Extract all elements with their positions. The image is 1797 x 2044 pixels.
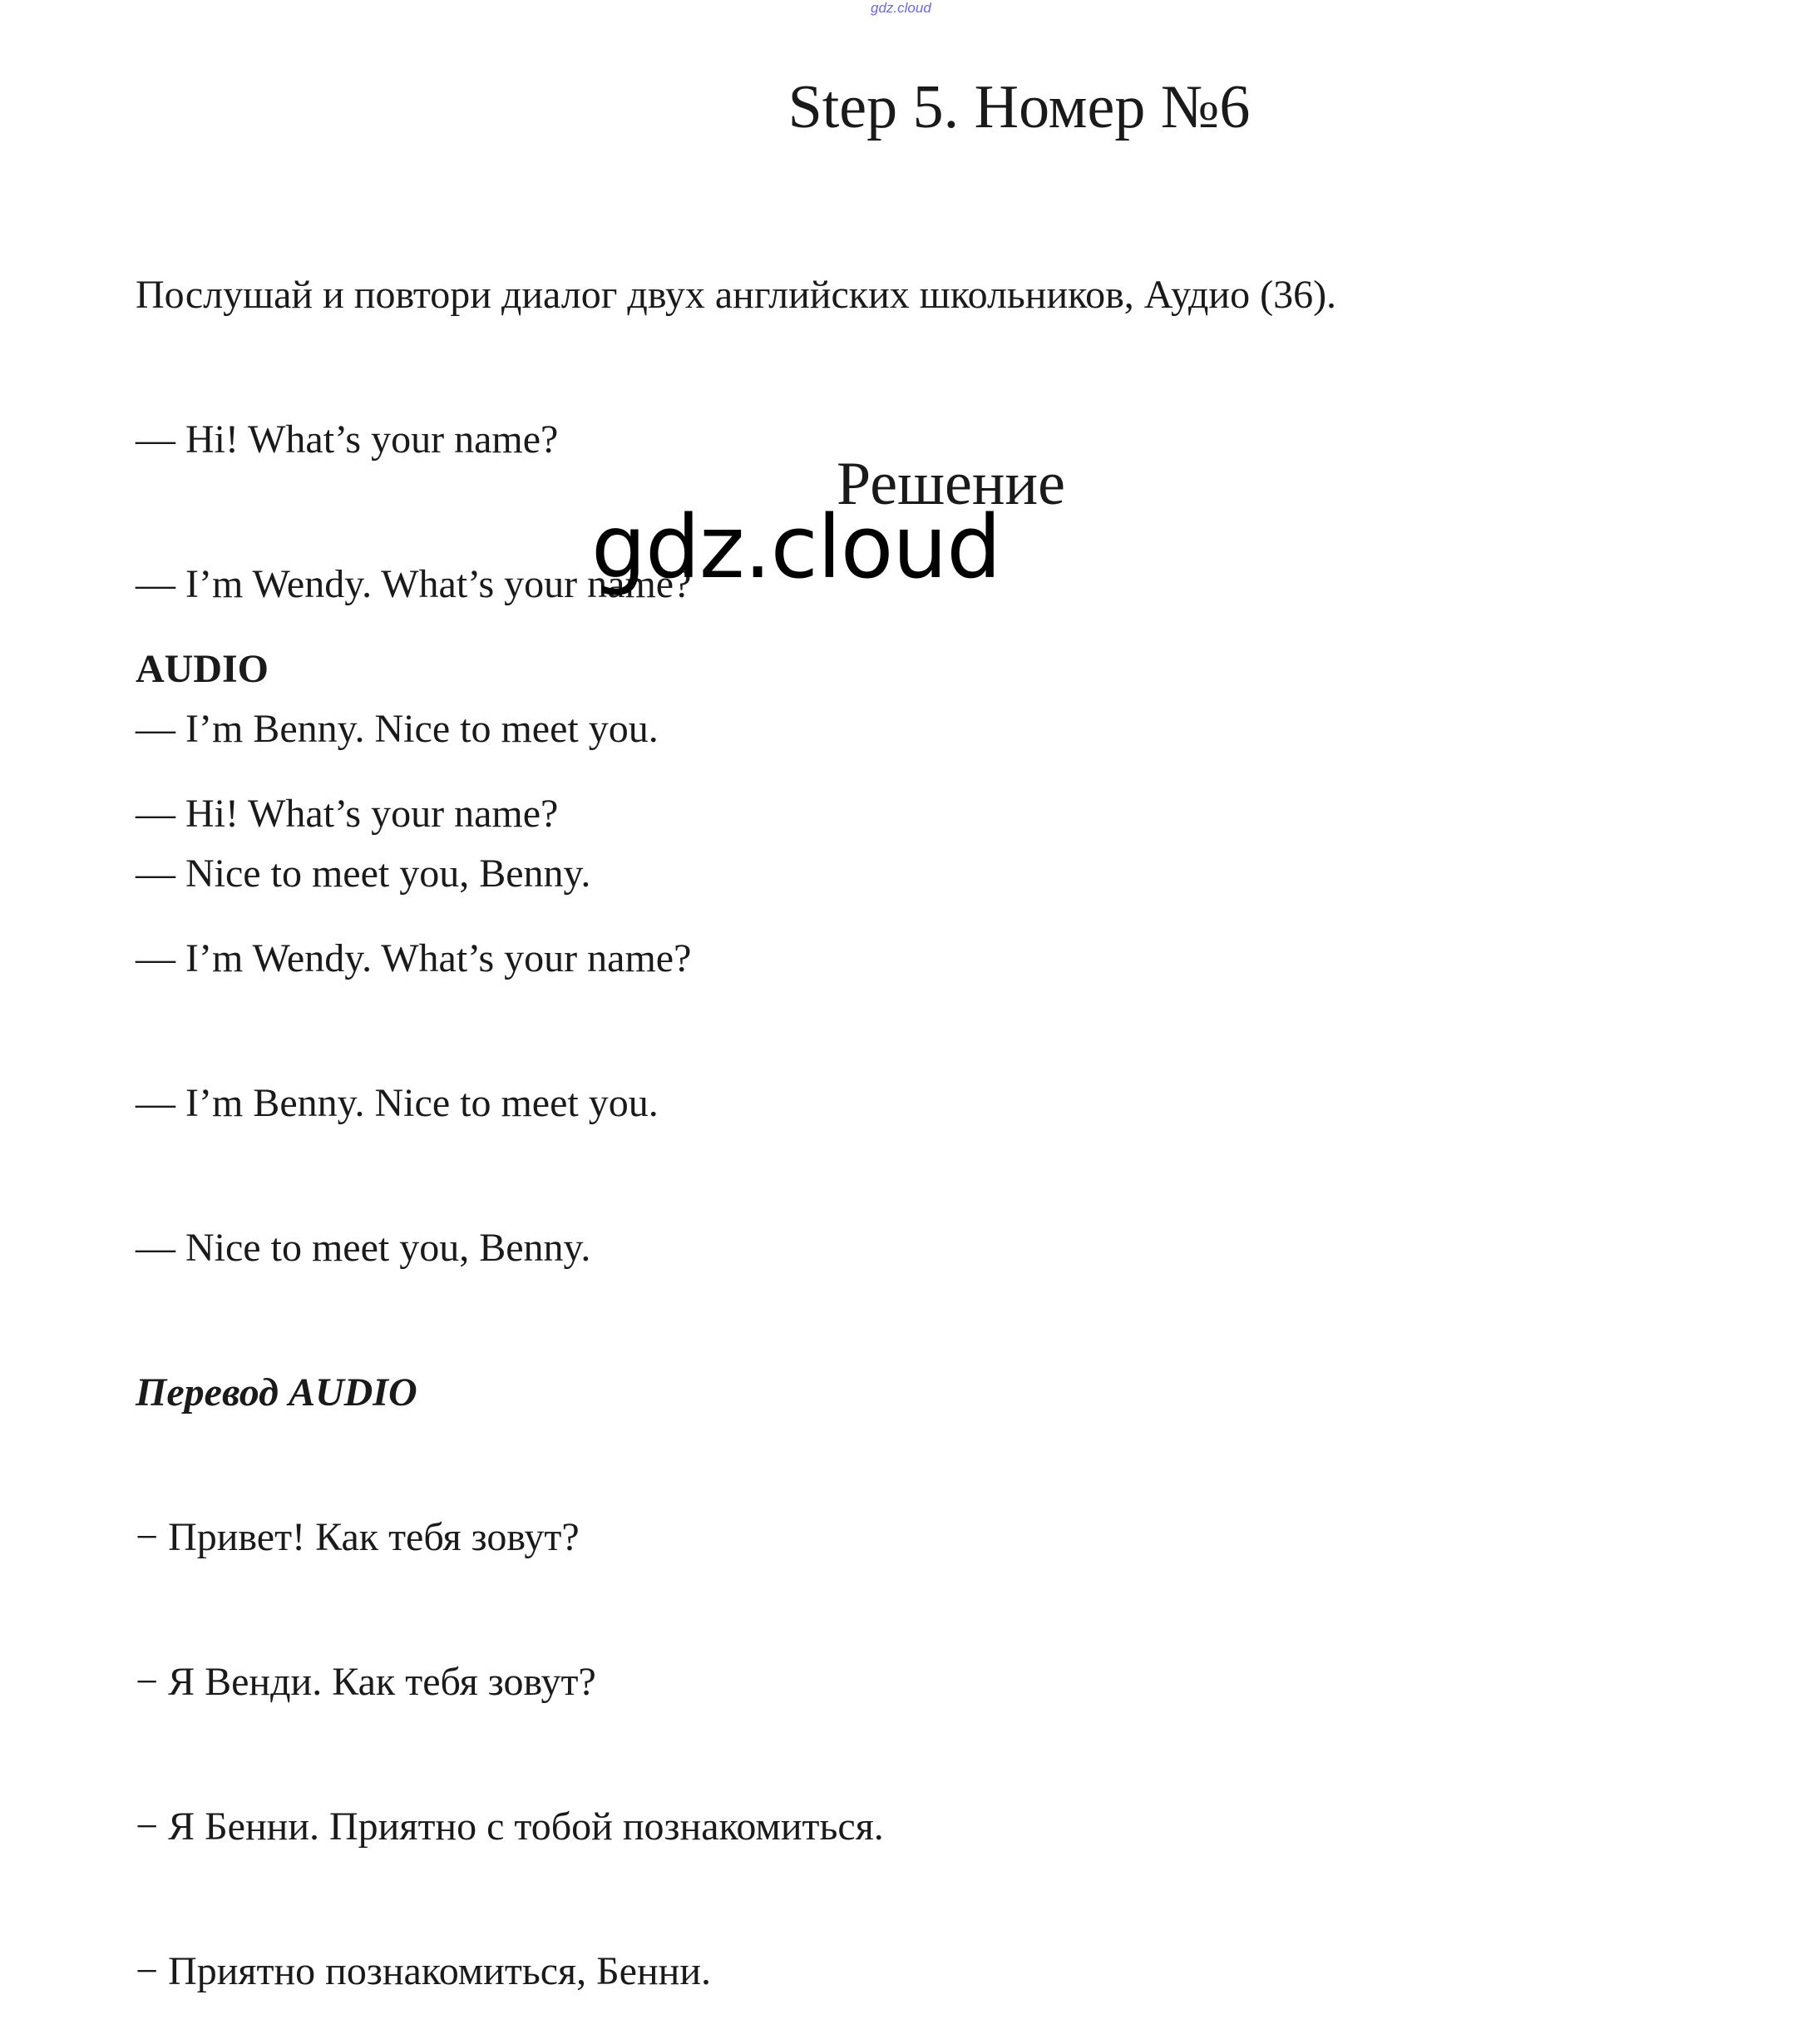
task-line: — Hi! What’s your name?	[136, 417, 559, 462]
audio-line: — Nice to meet you, Benny.	[136, 1226, 591, 1270]
task-line: — I’m Wendy. What’s your name?	[136, 562, 692, 606]
audio-line: — I’m Wendy. What’s your name?	[136, 936, 692, 980]
watermark-big: gdz.cloud	[591, 496, 1001, 598]
translation-line: − Я Венди. Как тебя зовут?	[136, 1660, 596, 1704]
translation-heading: Перевод AUDIO	[136, 1370, 417, 1415]
answer-block	[136, 549, 884, 2044]
task-instruction: Послушай и повтори диалог двух английских школьников, Аудио (36).	[136, 273, 1337, 317]
audio-heading: AUDIO	[136, 647, 269, 691]
page-title-text: Step 5. Номер №6	[787, 73, 1251, 141]
solution-heading-text: Решение	[837, 450, 1065, 518]
task-line: — Nice to meet you, Benny.	[136, 852, 591, 896]
watermark-top: gdz.cloud	[871, 0, 931, 16]
task-line: — I’m Benny. Nice to meet you.	[136, 707, 659, 751]
translation-line: − Привет! Как тебя зовут?	[136, 1515, 580, 1559]
page-title	[0, 70, 1797, 145]
audio-line: — Hi! What’s your name?	[136, 792, 559, 836]
translation-line: − Приятно познакомиться, Бенни.	[136, 1949, 712, 1993]
audio-line: — I’m Benny. Nice to meet you.	[136, 1081, 659, 1125]
translation-line: − Я Бенни. Приятно с тобой познакомиться.	[136, 1805, 884, 1849]
